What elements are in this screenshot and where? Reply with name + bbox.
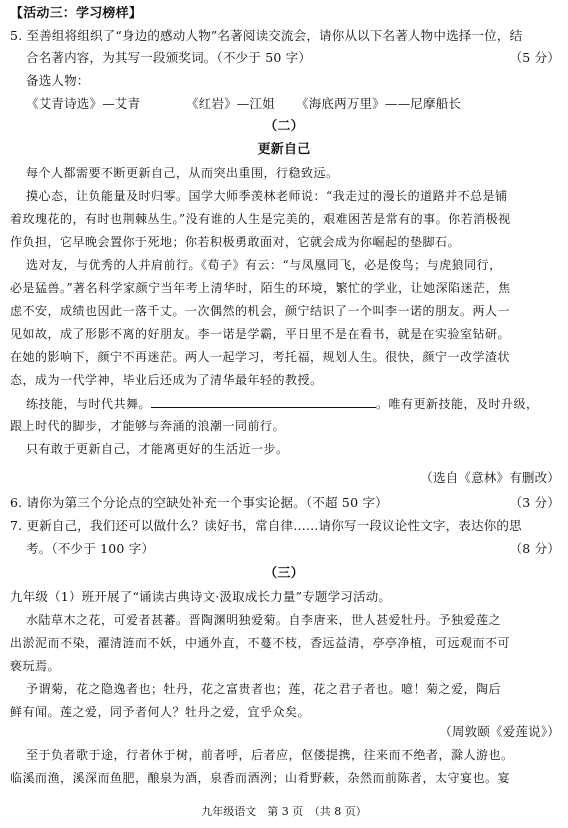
- classical-text-b-source: （周敦颐《爱莲说》）: [439, 724, 560, 739]
- section-3-number: （三）: [264, 566, 304, 581]
- question-5-line-2-text: 合名著内容，为其写一段颁奖词。（不少于 50 字）: [26, 50, 312, 65]
- classical-text-a-line-1: 水陆草木之花，可爱者甚蕃。晋陶渊明独爱菊。自李唐来，世人甚爱牡丹。予独爱莲之: [26, 613, 502, 627]
- classical-text-c-line-1: 至于负者歌于途，行者休于树，前者呼，后者应，伛偻提携，往来而不绝者，滁人游也。: [26, 748, 514, 762]
- classical-text-a-line-3: 亵玩焉。: [10, 659, 61, 673]
- page-footer: 九年级语文 第 3 页 （共 8 页）: [201, 805, 367, 818]
- article-paragraph-3-line-4: 见如故，成了形影不离的好朋友。李一诺是学霸，平日里不是在看书，就是在实验室钻研。: [10, 327, 511, 341]
- classical-text-a-line-2: 出淤泥而不染，濯清涟而不妖，中通外直，不蔓不枝，香远益清，亭亭净植，可远观而不可: [10, 636, 511, 650]
- question-7-line-2: [26, 541, 560, 557]
- question-6-score: （3 分）: [509, 495, 560, 510]
- question-6-text: 6. 请你为第三个分论点的空缺处补充一个事实论据。（不超 50 字）: [10, 495, 388, 510]
- question-7-line-2-text: 考。（不少于 100 字）: [26, 541, 155, 556]
- article-paragraph-2-line-3: 作负担，它早晚会置你于死地；你若积极勇敢面对，它就会成为你崛起的垫脚石。: [10, 235, 461, 249]
- fill-in-blank[interactable]: [151, 395, 376, 408]
- article-paragraph-1: 每个人都需要不断更新自己，从而突出重围，行稳致远。: [26, 166, 339, 180]
- candidate-3: 《海底两万里》——尼摩船长: [296, 96, 462, 111]
- candidate-2: 《红岩》—江姐: [186, 96, 275, 111]
- article-paragraph-3-line-2: 必是猛兽。”著名科学家颜宁当年考上清华时，陌生的环境，繁忙的学业，让她深陷迷茫，焦: [10, 281, 511, 295]
- question-6: [10, 495, 560, 511]
- article-paragraph-5: 只有敢于更新自己，才能离更好的生活近一步。: [26, 442, 289, 456]
- question-7-line-1: 7. 更新自己，我们还可以做什么？读好书，常自律……请你写一段议论性文字，表达你的思: [10, 518, 522, 533]
- article-title: 更新自己: [257, 142, 311, 157]
- candidate-1: 《艾青诗选》—艾青: [26, 96, 141, 111]
- classical-text-b-line-1: 予谓菊，花之隐逸者也；牡丹，花之富贵者也；莲，花之君子者也。噫！菊之爱，陶后: [26, 682, 502, 696]
- article-paragraph-3-line-6: 态，成为一代学神，毕业后还成为了清华最年轻的教授。: [10, 373, 323, 387]
- paragraph-4-lead: 练技能，与时代共舞。: [26, 397, 152, 411]
- article-paragraph-4-line-1: [26, 395, 560, 412]
- article-paragraph-3-line-3: 虑不安，成绩也因此一落千丈。一次偶然的机会，颜宁结识了一个叫李一诺的朋友。两人一: [10, 304, 511, 318]
- article-paragraph-2-line-1: 摸心态，让负能量及时归零。国学大师季羡林老师说：“我走过的漫长的道路并不总是铺: [26, 189, 508, 203]
- question-5-line-1: 5. 至善组将组织了“身边的感动人物”名著阅读交流会，请你从以下名著人物中选择一位，结: [10, 28, 523, 43]
- activity-heading: 【活动三：学习榜样】: [10, 6, 143, 21]
- classical-text-b-line-2: 鲜有闻。莲之爱，同予者何人？牡丹之爱，宜乎众矣。: [10, 705, 311, 719]
- article-paragraph-3-line-5: 在她的影响下，颜宁不再迷茫。两人一起学习，考托福，规划人生。很快，颜宁一改学渣状: [10, 350, 511, 364]
- article-source: （选自《意林》有删改）: [420, 470, 560, 485]
- question-5-line-2: [26, 50, 560, 66]
- classical-text-c-line-2: 临溪而渔，溪深而鱼肥，酿泉为酒，泉香而酒洌；山肴野蔌，杂然而前陈者，太守宴也。宴: [10, 771, 511, 785]
- question-7-score: （8 分）: [509, 541, 560, 556]
- article-paragraph-3-line-1: 选对友，与优秀的人并肩前行。《荀子》有云：“与凤凰同飞，必是俊鸟；与虎狼同行，: [26, 258, 502, 272]
- paragraph-4-tail: 。唯有更新技能，及时升级，: [376, 397, 539, 411]
- section-3-intro: 九年级（1）班开展了“诵读古典诗文·汲取成长力量”专题学习活动。: [10, 589, 392, 604]
- candidates-label: 备选人物：: [26, 73, 90, 88]
- section-2-number: （二）: [264, 119, 304, 134]
- article-paragraph-2-line-2: 着玫瑰花的，有时也荆棘丛生。”没有谁的人生是完美的，艰难困苦是常有的事。你若消极视: [10, 212, 511, 226]
- question-5-score: （5 分）: [509, 50, 560, 65]
- article-paragraph-4-line-2: 跟上时代的脚步，才能够与奔涌的浪潮一同前行。: [10, 419, 286, 433]
